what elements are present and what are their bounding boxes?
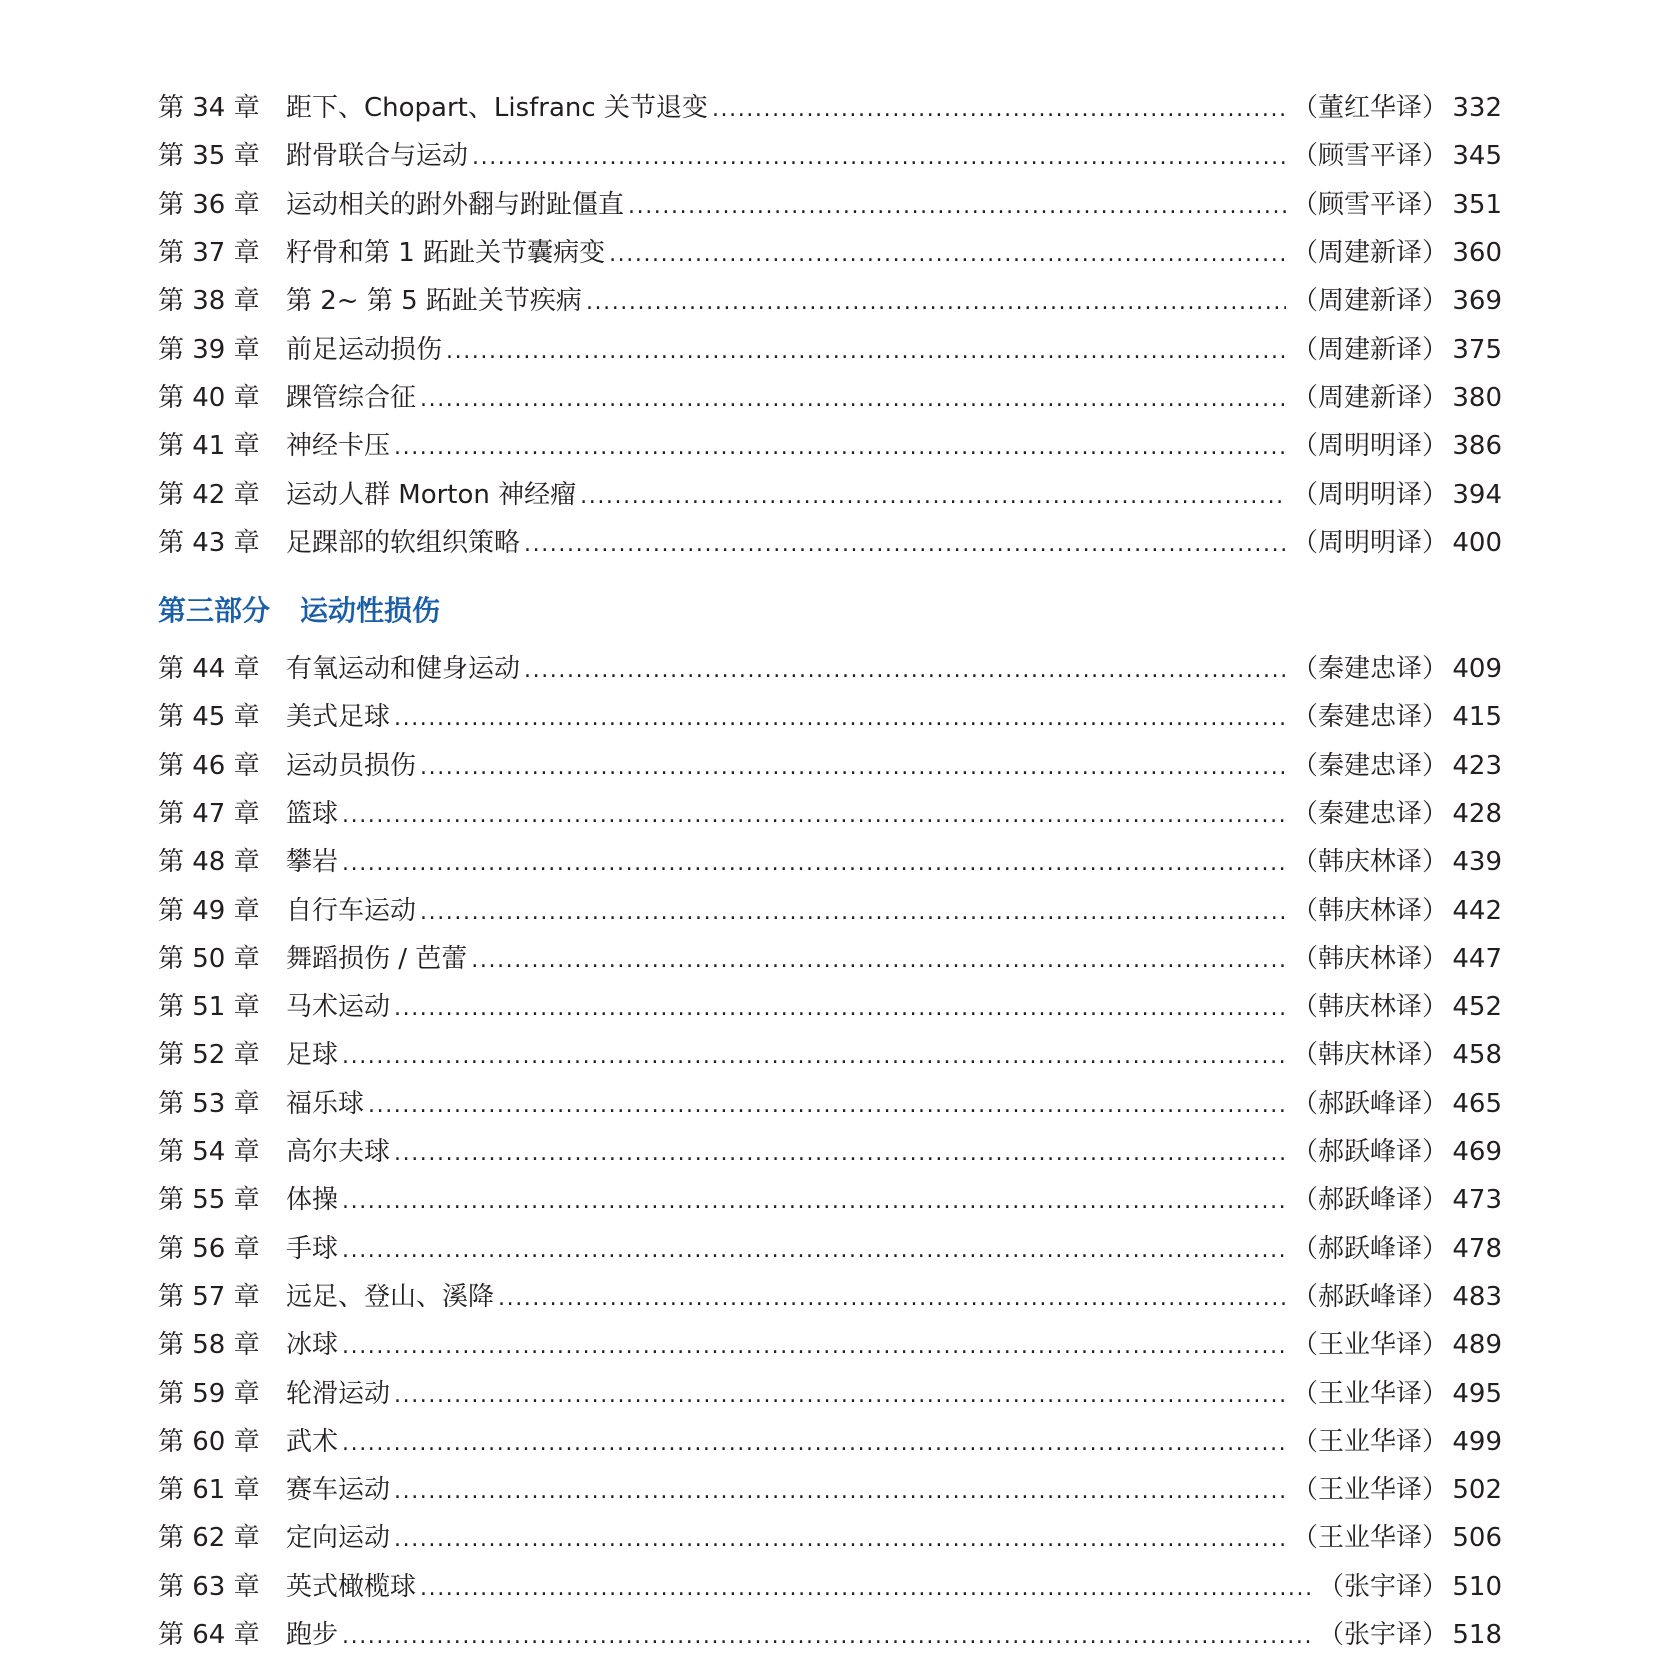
chapter-number: 第 54 章 bbox=[158, 1137, 260, 1168]
dot-leader bbox=[394, 1477, 1286, 1503]
dot-leader bbox=[524, 530, 1286, 556]
toc-entry[interactable] bbox=[158, 519, 1502, 567]
chapter-list-part3 bbox=[158, 645, 1502, 1659]
dot-leader bbox=[580, 482, 1286, 508]
dot-leader bbox=[524, 656, 1286, 682]
dot-leader bbox=[420, 898, 1286, 924]
dot-leader bbox=[342, 1332, 1286, 1358]
toc-entry[interactable] bbox=[158, 277, 1502, 325]
table-of-contents bbox=[158, 84, 1502, 1659]
translator-credit: （周建新译） bbox=[1291, 286, 1448, 317]
chapter-title: 足球 bbox=[286, 1040, 339, 1071]
translator-credit: （郝跃峰译） bbox=[1291, 1137, 1448, 1168]
page-number: 499 bbox=[1452, 1426, 1502, 1457]
page-number: 369 bbox=[1452, 286, 1502, 317]
toc-entry[interactable] bbox=[158, 470, 1502, 518]
dot-leader bbox=[342, 1042, 1286, 1068]
chapter-number: 第 51 章 bbox=[158, 992, 260, 1023]
page-number: 439 bbox=[1452, 847, 1502, 878]
dot-leader bbox=[586, 288, 1286, 314]
chapter-number: 第 55 章 bbox=[158, 1185, 260, 1216]
dot-leader bbox=[394, 994, 1286, 1020]
translator-credit: （秦建忠译） bbox=[1291, 750, 1448, 781]
chapter-number: 第 47 章 bbox=[158, 799, 260, 829]
page-number: 375 bbox=[1452, 334, 1502, 365]
chapter-number: 第 41 章 bbox=[158, 431, 260, 462]
dot-leader bbox=[342, 801, 1286, 827]
chapter-title: 冰球 bbox=[286, 1330, 339, 1361]
toc-entry[interactable] bbox=[158, 645, 1502, 693]
translator-credit: （张宇译） bbox=[1317, 1571, 1448, 1602]
dot-leader bbox=[446, 337, 1286, 363]
page-number: 400 bbox=[1452, 527, 1502, 558]
dot-leader bbox=[342, 1429, 1286, 1455]
toc-entry[interactable] bbox=[158, 1031, 1502, 1079]
toc-entry[interactable] bbox=[158, 742, 1502, 790]
dot-leader bbox=[628, 192, 1286, 218]
page-number: 452 bbox=[1452, 992, 1502, 1023]
translator-credit: （郝跃峰译） bbox=[1291, 1281, 1448, 1312]
page-number: 483 bbox=[1452, 1281, 1502, 1312]
translator-credit: （周建新译） bbox=[1291, 238, 1448, 269]
toc-entry[interactable] bbox=[158, 1418, 1502, 1466]
chapter-title: 英式橄榄球 bbox=[286, 1571, 417, 1602]
chapter-title: 福乐球 bbox=[286, 1088, 365, 1119]
dot-leader bbox=[420, 753, 1286, 779]
toc-entry[interactable] bbox=[158, 325, 1502, 373]
chapter-title: 美式足球 bbox=[286, 702, 391, 733]
toc-entry[interactable] bbox=[158, 1563, 1502, 1611]
dot-leader bbox=[420, 385, 1286, 411]
chapter-number: 第 52 章 bbox=[158, 1040, 260, 1071]
page-number: 423 bbox=[1452, 750, 1502, 781]
toc-entry[interactable] bbox=[158, 229, 1502, 277]
section-heading bbox=[158, 567, 1502, 645]
page-number: 465 bbox=[1452, 1088, 1502, 1119]
dot-leader bbox=[394, 704, 1286, 730]
chapter-number: 第 35 章 bbox=[158, 141, 260, 172]
dot-leader bbox=[394, 1139, 1286, 1165]
page-number: 332 bbox=[1452, 93, 1502, 124]
toc-entry[interactable] bbox=[158, 181, 1502, 229]
dot-leader bbox=[471, 946, 1286, 972]
translator-credit: （王业华译） bbox=[1291, 1330, 1448, 1361]
toc-entry[interactable] bbox=[158, 693, 1502, 741]
translator-credit: （王业华译） bbox=[1291, 1523, 1448, 1554]
translator-credit: （顾雪平译） bbox=[1291, 141, 1448, 172]
translator-credit: （韩庆林译） bbox=[1291, 1040, 1448, 1071]
toc-entry[interactable] bbox=[158, 374, 1502, 422]
chapter-title: 运动人群 Morton 神经瘤 bbox=[286, 479, 577, 510]
chapter-number: 第 37 章 bbox=[158, 238, 260, 269]
chapter-title: 足踝部的软组织策略 bbox=[286, 527, 521, 558]
chapter-number: 第 44 章 bbox=[158, 654, 260, 685]
chapter-title: 攀岩 bbox=[286, 847, 339, 878]
translator-credit: （周明明译） bbox=[1291, 479, 1448, 510]
chapter-title: 高尔夫球 bbox=[286, 1137, 391, 1168]
chapter-title: 运动员损伤 bbox=[286, 750, 417, 781]
chapter-title: 体操 bbox=[286, 1185, 339, 1216]
dot-leader bbox=[342, 1622, 1312, 1648]
chapter-number: 第 58 章 bbox=[158, 1330, 260, 1361]
chapter-number: 第 59 章 bbox=[158, 1378, 260, 1409]
chapter-title: 神经卡压 bbox=[286, 431, 391, 462]
chapter-number: 第 43 章 bbox=[158, 527, 260, 558]
toc-entry[interactable] bbox=[158, 422, 1502, 470]
chapter-number: 第 64 章 bbox=[158, 1620, 260, 1651]
translator-credit: （秦建忠译） bbox=[1291, 799, 1448, 829]
page-number: 502 bbox=[1452, 1475, 1502, 1506]
toc-entry[interactable] bbox=[158, 1225, 1502, 1273]
page-number: 360 bbox=[1452, 238, 1502, 269]
chapter-title: 篮球 bbox=[286, 799, 339, 829]
toc-entry[interactable] bbox=[158, 132, 1502, 180]
dot-leader bbox=[472, 143, 1286, 169]
toc-entry[interactable] bbox=[158, 790, 1502, 838]
chapter-title: 运动相关的跗外翻与跗趾僵直 bbox=[286, 189, 625, 220]
page-number: 506 bbox=[1452, 1523, 1502, 1554]
translator-credit: （郝跃峰译） bbox=[1291, 1233, 1448, 1264]
chapter-title: 手球 bbox=[286, 1233, 339, 1264]
chapter-title: 自行车运动 bbox=[286, 895, 417, 926]
dot-leader bbox=[394, 433, 1286, 459]
translator-credit: （周明明译） bbox=[1291, 527, 1448, 558]
chapter-number: 第 61 章 bbox=[158, 1475, 260, 1506]
chapter-title: 马术运动 bbox=[286, 992, 391, 1023]
page-number: 380 bbox=[1452, 382, 1502, 413]
chapter-number: 第 48 章 bbox=[158, 847, 260, 878]
chapter-title: 跑步 bbox=[286, 1620, 339, 1651]
translator-credit: （秦建忠译） bbox=[1291, 702, 1448, 733]
chapter-number: 第 45 章 bbox=[158, 702, 260, 733]
translator-credit: （韩庆林译） bbox=[1291, 992, 1448, 1023]
page-number: 351 bbox=[1452, 189, 1502, 220]
dot-leader bbox=[420, 1574, 1312, 1600]
toc-entry[interactable] bbox=[158, 1514, 1502, 1562]
chapter-title: 距下、Chopart、Lisfranc 关节退变 bbox=[286, 93, 708, 124]
translator-credit: （张宇译） bbox=[1317, 1620, 1448, 1651]
toc-entry[interactable] bbox=[158, 886, 1502, 934]
toc-entry[interactable] bbox=[158, 1611, 1502, 1659]
dot-leader bbox=[394, 1381, 1286, 1407]
translator-credit: （周建新译） bbox=[1291, 334, 1448, 365]
toc-entry[interactable] bbox=[158, 1080, 1502, 1128]
chapter-title: 远足、登山、溪降 bbox=[286, 1281, 495, 1312]
chapter-title: 赛车运动 bbox=[286, 1475, 391, 1506]
translator-credit: （周明明译） bbox=[1291, 431, 1448, 462]
page-number: 458 bbox=[1452, 1040, 1502, 1071]
chapter-title: 第 2~ 第 5 跖趾关节疾病 bbox=[286, 286, 582, 317]
dot-leader bbox=[342, 849, 1286, 875]
chapter-number: 第 39 章 bbox=[158, 334, 260, 365]
chapter-title: 前足运动损伤 bbox=[286, 334, 443, 365]
chapter-number: 第 36 章 bbox=[158, 189, 260, 220]
chapter-number: 第 57 章 bbox=[158, 1281, 260, 1312]
toc-entry[interactable] bbox=[158, 84, 1502, 132]
translator-credit: （郝跃峰译） bbox=[1291, 1088, 1448, 1119]
chapter-number: 第 38 章 bbox=[158, 286, 260, 317]
chapter-title: 跗骨联合与运动 bbox=[286, 141, 469, 172]
translator-credit: （王业华译） bbox=[1291, 1475, 1448, 1506]
toc-entry[interactable] bbox=[158, 1321, 1502, 1369]
chapter-title: 籽骨和第 1 跖趾关节囊病变 bbox=[286, 238, 606, 269]
toc-entry[interactable] bbox=[158, 983, 1502, 1031]
page-number: 409 bbox=[1452, 654, 1502, 685]
chapter-title: 定向运动 bbox=[286, 1523, 391, 1554]
chapter-number: 第 40 章 bbox=[158, 382, 260, 413]
section-label: 第三部分 bbox=[158, 593, 271, 627]
page-number: 489 bbox=[1452, 1330, 1502, 1361]
chapter-number: 第 56 章 bbox=[158, 1233, 260, 1264]
translator-credit: （韩庆林译） bbox=[1291, 847, 1448, 878]
page-number: 473 bbox=[1452, 1185, 1502, 1216]
page-number: 495 bbox=[1452, 1378, 1502, 1409]
chapter-number: 第 46 章 bbox=[158, 750, 260, 781]
toc-entry[interactable] bbox=[158, 1176, 1502, 1224]
chapter-number: 第 50 章 bbox=[158, 943, 260, 974]
page-number: 510 bbox=[1452, 1571, 1502, 1602]
chapter-number: 第 63 章 bbox=[158, 1571, 260, 1602]
page-number: 428 bbox=[1452, 799, 1502, 829]
chapter-title: 轮滑运动 bbox=[286, 1378, 391, 1409]
page-number: 447 bbox=[1452, 943, 1502, 974]
chapter-title: 有氧运动和健身运动 bbox=[286, 654, 521, 685]
dot-leader bbox=[609, 240, 1286, 266]
chapter-number: 第 49 章 bbox=[158, 895, 260, 926]
translator-credit: （王业华译） bbox=[1291, 1426, 1448, 1457]
translator-credit: （周建新译） bbox=[1291, 382, 1448, 413]
page-number: 469 bbox=[1452, 1137, 1502, 1168]
dot-leader bbox=[368, 1091, 1286, 1117]
chapter-number: 第 53 章 bbox=[158, 1088, 260, 1119]
chapter-number: 第 42 章 bbox=[158, 479, 260, 510]
toc-entry[interactable] bbox=[158, 838, 1502, 886]
page-number: 394 bbox=[1452, 479, 1502, 510]
dot-leader bbox=[394, 1525, 1286, 1551]
page-number: 386 bbox=[1452, 431, 1502, 462]
translator-credit: （顾雪平译） bbox=[1291, 189, 1448, 220]
chapter-title: 舞蹈损伤 / 芭蕾 bbox=[286, 943, 468, 974]
translator-credit: （王业华译） bbox=[1291, 1378, 1448, 1409]
chapter-title: 武术 bbox=[286, 1426, 339, 1457]
toc-entry[interactable] bbox=[158, 1466, 1502, 1514]
translator-credit: （韩庆林译） bbox=[1291, 895, 1448, 926]
page-number: 518 bbox=[1452, 1620, 1502, 1651]
dot-leader bbox=[342, 1187, 1286, 1213]
page-number: 478 bbox=[1452, 1233, 1502, 1264]
toc-entry[interactable] bbox=[158, 935, 1502, 983]
toc-entry[interactable] bbox=[158, 1273, 1502, 1321]
chapter-list-part2-continued bbox=[158, 84, 1502, 567]
chapter-title: 踝管综合征 bbox=[286, 382, 417, 413]
dot-leader bbox=[712, 95, 1286, 121]
section-title: 运动性损伤 bbox=[300, 593, 441, 627]
chapter-number: 第 34 章 bbox=[158, 93, 260, 124]
translator-credit: （韩庆林译） bbox=[1291, 943, 1448, 974]
dot-leader bbox=[342, 1236, 1286, 1262]
page-number: 345 bbox=[1452, 141, 1502, 172]
dot-leader bbox=[498, 1284, 1286, 1310]
translator-credit: （董红华译） bbox=[1291, 93, 1448, 124]
toc-entry[interactable] bbox=[158, 1128, 1502, 1176]
page-number: 442 bbox=[1452, 895, 1502, 926]
chapter-number: 第 62 章 bbox=[158, 1523, 260, 1554]
translator-credit: （郝跃峰译） bbox=[1291, 1185, 1448, 1216]
toc-entry[interactable] bbox=[158, 1369, 1502, 1417]
translator-credit: （秦建忠译） bbox=[1291, 654, 1448, 685]
chapter-number: 第 60 章 bbox=[158, 1426, 260, 1457]
page-number: 415 bbox=[1452, 702, 1502, 733]
